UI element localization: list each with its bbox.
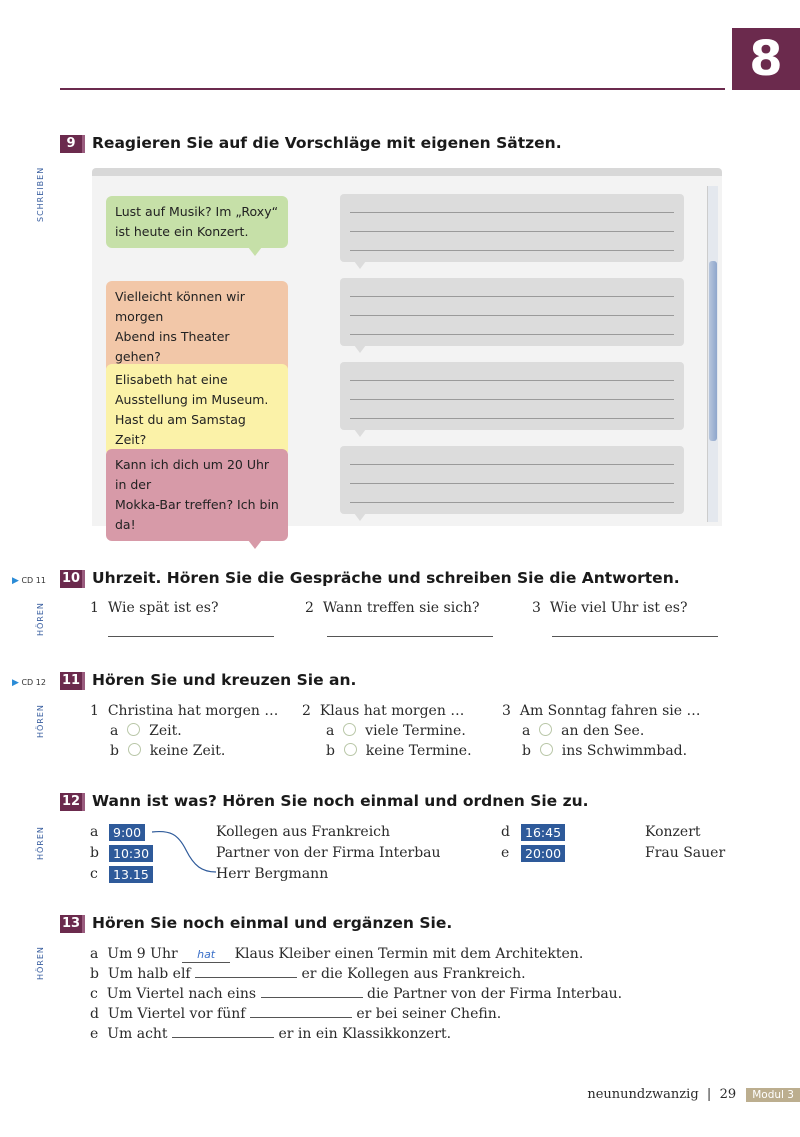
sentence-e: e Um acht er in ein Klassikkonzert. [90,1026,452,1042]
footer-separator: | [706,1087,712,1102]
fill-blank-e[interactable] [172,1026,274,1038]
chapter-number: 8 [732,28,800,90]
exercise-13-title: Hören Sie noch einmal und ergänzen Sie. [92,914,453,932]
time-tag-e: 20:00 [521,845,565,862]
time-letter-d: d [501,824,510,840]
exercise-11-title: Hören Sie und kreuzen Sie an. [92,671,357,689]
event-4: Konzert [645,824,701,840]
answer-box-4[interactable] [340,446,684,514]
fill-blank-a[interactable]: hat [182,946,230,963]
event-3: Herr Bergmann [216,866,329,882]
sentence-b: b Um halb elf er die Kollegen aus Frankreich. [90,966,526,982]
time-tag-c: 13.15 [109,866,153,883]
answer-box-1[interactable] [340,194,684,262]
radio-circle [343,723,356,736]
option-3a[interactable]: a an den See. [522,723,645,739]
event-1: Kollegen aus Frankreich [216,824,391,840]
exercise-12-title: Wann ist was? Hören Sie noch einmal und ordnen Sie zu. [92,792,589,810]
play-icon: ▶ [12,576,19,586]
cd-track-label: ▶ CD 11 [12,576,46,586]
sentence-a: a Um 9 Uhr hat Klaus Kleiber einen Termin mit dem Architekten. [90,946,584,962]
exercise-12-number: 12 [60,793,85,811]
time-letter-a: a [90,824,99,840]
page-word: neunundzwanzig [587,1087,699,1102]
exercise-10-title: Uhrzeit. Hören Sie die Gespräche und schreiben Sie die Antworten. [92,569,680,587]
question-1: 1 Wie spät ist es? [90,600,219,616]
exercise-9-number: 9 [60,135,85,153]
fill-blank-b[interactable] [195,966,297,978]
side-label-hoeren: HÖREN [36,946,45,980]
time-tag-a: 9:00 [109,824,145,841]
option-2b[interactable]: b keine Termine. [326,743,472,759]
exercise-10-number: 10 [60,570,85,588]
radio-circle [127,723,140,736]
question-3: 3 Wie viel Uhr ist es? [532,600,688,616]
option-3b[interactable]: b ins Schwimmbad. [522,743,688,759]
event-2: Partner von der Firma Interbau [216,845,441,861]
item-2: 2 Klaus hat morgen … [302,703,465,719]
bubble-line: Hast du am Samstag Zeit? [115,412,246,447]
sentence-c: c Um Viertel nach eins die Partner von der Firma Interbau. [90,986,623,1002]
radio-circle [344,743,357,756]
top-rule [60,88,725,90]
scroll-thumb[interactable] [709,261,717,441]
exercise-13-number: 13 [60,915,85,933]
answer-box-2[interactable] [340,278,684,346]
time-letter-e: e [501,845,510,861]
message-bubble-1 [106,196,288,248]
bubble-line: Ausstellung im Museum. [115,392,269,407]
bubble-line: Elisabeth hat eine [115,372,228,387]
time-letter-b: b [90,845,99,861]
time-tag-b: 10:30 [109,845,153,862]
item-3: 3 Am Sonntag fahren sie … [502,703,701,719]
bubble-line: Abend ins Theater gehen? [115,329,230,364]
item-1: 1 Christina hat morgen … [90,703,279,719]
answer-box-3[interactable] [340,362,684,430]
side-label-hoeren: HÖREN [36,704,45,738]
fill-blank-d[interactable] [250,1006,352,1018]
message-bubble-2 [106,281,288,373]
answer-line-2[interactable] [327,636,493,637]
bubble-line: Lust auf Musik? Im „Roxy“ [115,204,279,219]
page-footer [587,1087,800,1102]
exercise-11-number: 11 [60,672,85,690]
scrollbar[interactable] [707,186,718,522]
radio-circle [540,743,553,756]
sentence-d: d Um Viertel vor fünf er bei seiner Chefin. [90,1006,502,1022]
option-1a[interactable]: a Zeit. [110,723,182,739]
matching-line [150,826,220,876]
event-5: Frau Sauer [645,845,726,861]
modul-badge: Modul 3 [746,1088,800,1102]
time-tag-d: 16:45 [521,824,565,841]
fill-blank-c[interactable] [261,986,363,998]
page-number: 29 [719,1087,737,1102]
radio-circle [539,723,552,736]
cd-track-label: ▶ CD 12 [12,678,46,688]
bubble-line: Mokka-Bar treffen? Ich bin da! [115,497,279,532]
question-2: 2 Wann treffen sie sich? [305,600,480,616]
bubble-line: Vielleicht können wir morgen [115,289,245,324]
radio-circle [128,743,141,756]
answer-line-3[interactable] [552,636,718,637]
option-2a[interactable]: a viele Termine. [326,723,466,739]
side-label-schreiben: SCHREIBEN [36,166,45,222]
bubble-line: ist heute ein Konzert. [115,224,249,239]
side-label-hoeren: HÖREN [36,602,45,636]
message-bubble-4 [106,449,288,541]
message-bubble-3 [106,364,288,456]
time-letter-c: c [90,866,98,882]
side-label-hoeren: HÖREN [36,826,45,860]
option-1b[interactable]: b keine Zeit. [110,743,226,759]
exercise-9-title: Reagieren Sie auf die Vorschläge mit eigenen Sätzen. [92,134,562,152]
bubble-line: Kann ich dich um 20 Uhr in der [115,457,270,492]
play-icon: ▶ [12,678,19,688]
answer-line-1[interactable] [108,636,274,637]
